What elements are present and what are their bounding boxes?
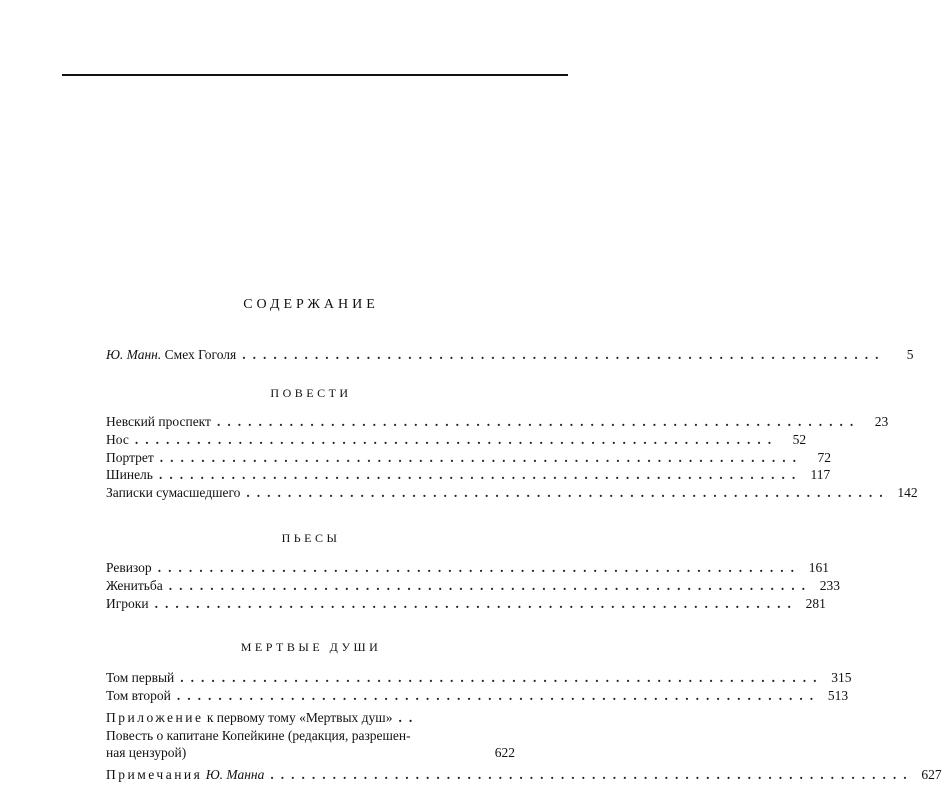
- page-number: 23: [874, 414, 889, 429]
- page-number: 281: [805, 596, 826, 611]
- toc-entry[interactable]: [106, 484, 918, 502]
- page-number: 72: [817, 450, 832, 465]
- notes-author: Ю. Манна: [205, 767, 265, 782]
- intro-author: Ю. Манн.: [106, 347, 162, 362]
- entry-title: Игроки: [106, 596, 149, 611]
- page-number: 315: [831, 670, 852, 685]
- page-number: 117: [810, 467, 831, 482]
- leader-dots: ..............................................................: [176, 688, 821, 703]
- entry-title: Портрет: [106, 450, 154, 465]
- entry-title: Том первый: [106, 670, 175, 685]
- appendix-heading[interactable]: [106, 709, 515, 727]
- leader-dots: ..............................................................: [270, 767, 914, 782]
- toc-entry[interactable]: [106, 431, 807, 449]
- toc-entry-intro[interactable]: [106, 346, 914, 364]
- appendix-line-2: ная цензурой): [106, 745, 187, 760]
- page-number: 142: [897, 485, 918, 500]
- toc-entry-appendix[interactable]: [106, 744, 515, 762]
- entry-title: Том второй: [106, 688, 171, 703]
- page-number: 161: [808, 560, 829, 575]
- leader-dots: ..............................................................: [159, 450, 804, 465]
- toc-entry[interactable]: [106, 449, 832, 467]
- entry-title: Шинель: [106, 467, 153, 482]
- leader-dots: ..............................................................: [154, 596, 798, 611]
- intro-title: Смех Гоголя: [164, 347, 237, 362]
- leader-dots: ..............................................................: [134, 432, 779, 447]
- page-number: 5: [906, 347, 914, 362]
- page-number: 622: [494, 745, 515, 760]
- toc-entry[interactable]: [106, 669, 852, 687]
- leader-dots: ..............................................................: [246, 485, 890, 500]
- toc-entry[interactable]: [106, 577, 841, 595]
- entry-title: Записки сумасшедшего: [106, 485, 241, 500]
- page-number: 513: [827, 688, 849, 703]
- leader-dots: ..............................................................: [180, 670, 824, 685]
- page-title: СОДЕРЖАНИЕ: [243, 297, 379, 312]
- entry-title: Невский проспект: [106, 414, 211, 429]
- entry-title: Ревизор: [106, 560, 152, 575]
- page-number: 52: [792, 432, 807, 447]
- entry-title: Нос: [106, 432, 129, 447]
- leader-dots: ..............................................................: [216, 414, 861, 429]
- toc-entry-notes[interactable]: [106, 766, 942, 784]
- top-rule: [62, 74, 568, 76]
- leader-dots: ..............................................................: [242, 347, 886, 362]
- entry-title: Женитьба: [106, 578, 163, 593]
- leader-dots: ..............................................................: [157, 560, 801, 575]
- appendix-line-1: Повесть о капитане Копейкине (редакция, разрешен-: [106, 728, 411, 743]
- toc-entry[interactable]: [106, 466, 831, 484]
- leader-dots: ..............................................................: [158, 467, 803, 482]
- leader-dots: ..............................................................: [168, 578, 813, 593]
- section-heading-pesy: ПЬЕСЫ: [281, 531, 341, 545]
- toc-entry[interactable]: [106, 559, 829, 577]
- toc-entry[interactable]: [106, 413, 889, 431]
- leader-dots: ..: [398, 710, 420, 725]
- page-number: 233: [819, 578, 841, 593]
- notes-word: Примечания: [106, 767, 203, 782]
- page-number: 627: [921, 767, 942, 782]
- appendix-rest: к первому тому «Мертвых душ»: [206, 710, 393, 725]
- toc-entry[interactable]: [106, 595, 826, 613]
- section-heading-mertvye-dushi: МЕРТВЫЕ ДУШИ: [240, 640, 382, 654]
- section-heading-povesti: ПОВЕСТИ: [270, 386, 352, 400]
- toc-entry[interactable]: [106, 687, 849, 705]
- appendix-word: Приложение: [106, 710, 204, 725]
